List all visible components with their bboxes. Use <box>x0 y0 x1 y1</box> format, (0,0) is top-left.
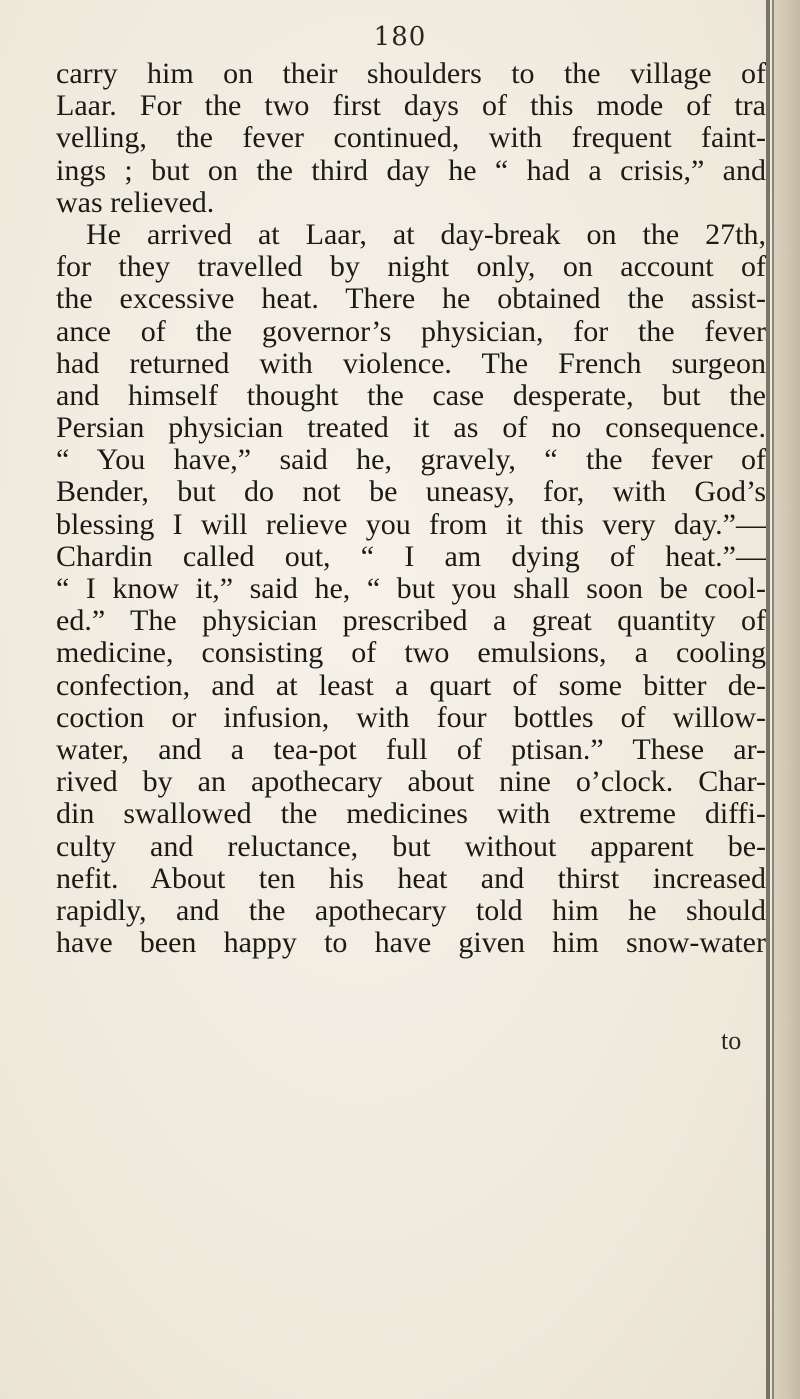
catchword: to <box>721 1026 742 1055</box>
text-line: Persian physician treated it as of no consequence. <box>56 412 766 445</box>
text-line: Bender, but do not be uneasy, for, with God’s <box>56 476 766 509</box>
text-line: and himself thought the case desperate, but the <box>56 379 766 412</box>
text-line: rived by an apothecary about nine o’clock. Char- <box>56 766 766 799</box>
text-line: water, and a tea-pot full of ptisan.” These ar- <box>56 733 766 766</box>
text-line: “ I know it,” said he, “ but you shall soon be cool- <box>56 573 766 605</box>
text-line: carry him on their shoulders to the village of <box>56 58 766 90</box>
body-text <box>56 58 766 959</box>
text-line: velling, the fever continued, with frequent faint- <box>56 122 766 155</box>
text-line: medicine, consisting of two emulsions, a cooling <box>56 637 766 670</box>
text-line: ings ; but on the third day he “ had a crisis,” and <box>56 154 766 187</box>
binding-shadow <box>766 0 770 1399</box>
page-number: 180 <box>373 22 427 52</box>
text-line: “ You have,” said he, gravely, “ the fever of <box>56 444 766 477</box>
text-line: nefit. About ten his heat and thirst increased <box>56 862 766 895</box>
text-line: rapidly, and the apothecary told him he should <box>56 894 766 927</box>
text-line: confection, and at least a quart of some bitter de- <box>56 669 766 702</box>
text-line: for they travelled by night only, on account of <box>56 251 766 284</box>
text-line: coction or infusion, with four bottles of willow- <box>56 701 766 734</box>
text-line: ance of the governor’s physician, for the fever <box>56 315 766 348</box>
text-line: He arrived at Laar, at day-break on the 27th, <box>86 218 766 251</box>
text-line: culty and reluctance, but without apparent be- <box>56 830 766 863</box>
text-line: blessing I will relieve you from it this very day.”— <box>56 508 766 541</box>
text-line: ed.” The physician prescribed a great quantity of <box>56 605 766 638</box>
text-line: Laar. For the two first days of this mode of tra <box>56 90 766 123</box>
text-line: have been happy to have given him snow-water <box>56 927 766 960</box>
adjacent-page-edge <box>772 0 800 1399</box>
text-line: din swallowed the medicines with extreme diffi- <box>56 798 766 831</box>
text-line: had returned with violence. The French surgeon <box>56 347 766 380</box>
text-line: Chardin called out, “ I am dying of heat.”— <box>56 540 766 573</box>
text-line: the excessive heat. There he obtained the assist- <box>56 283 766 316</box>
text-line: was relieved. <box>56 186 215 219</box>
